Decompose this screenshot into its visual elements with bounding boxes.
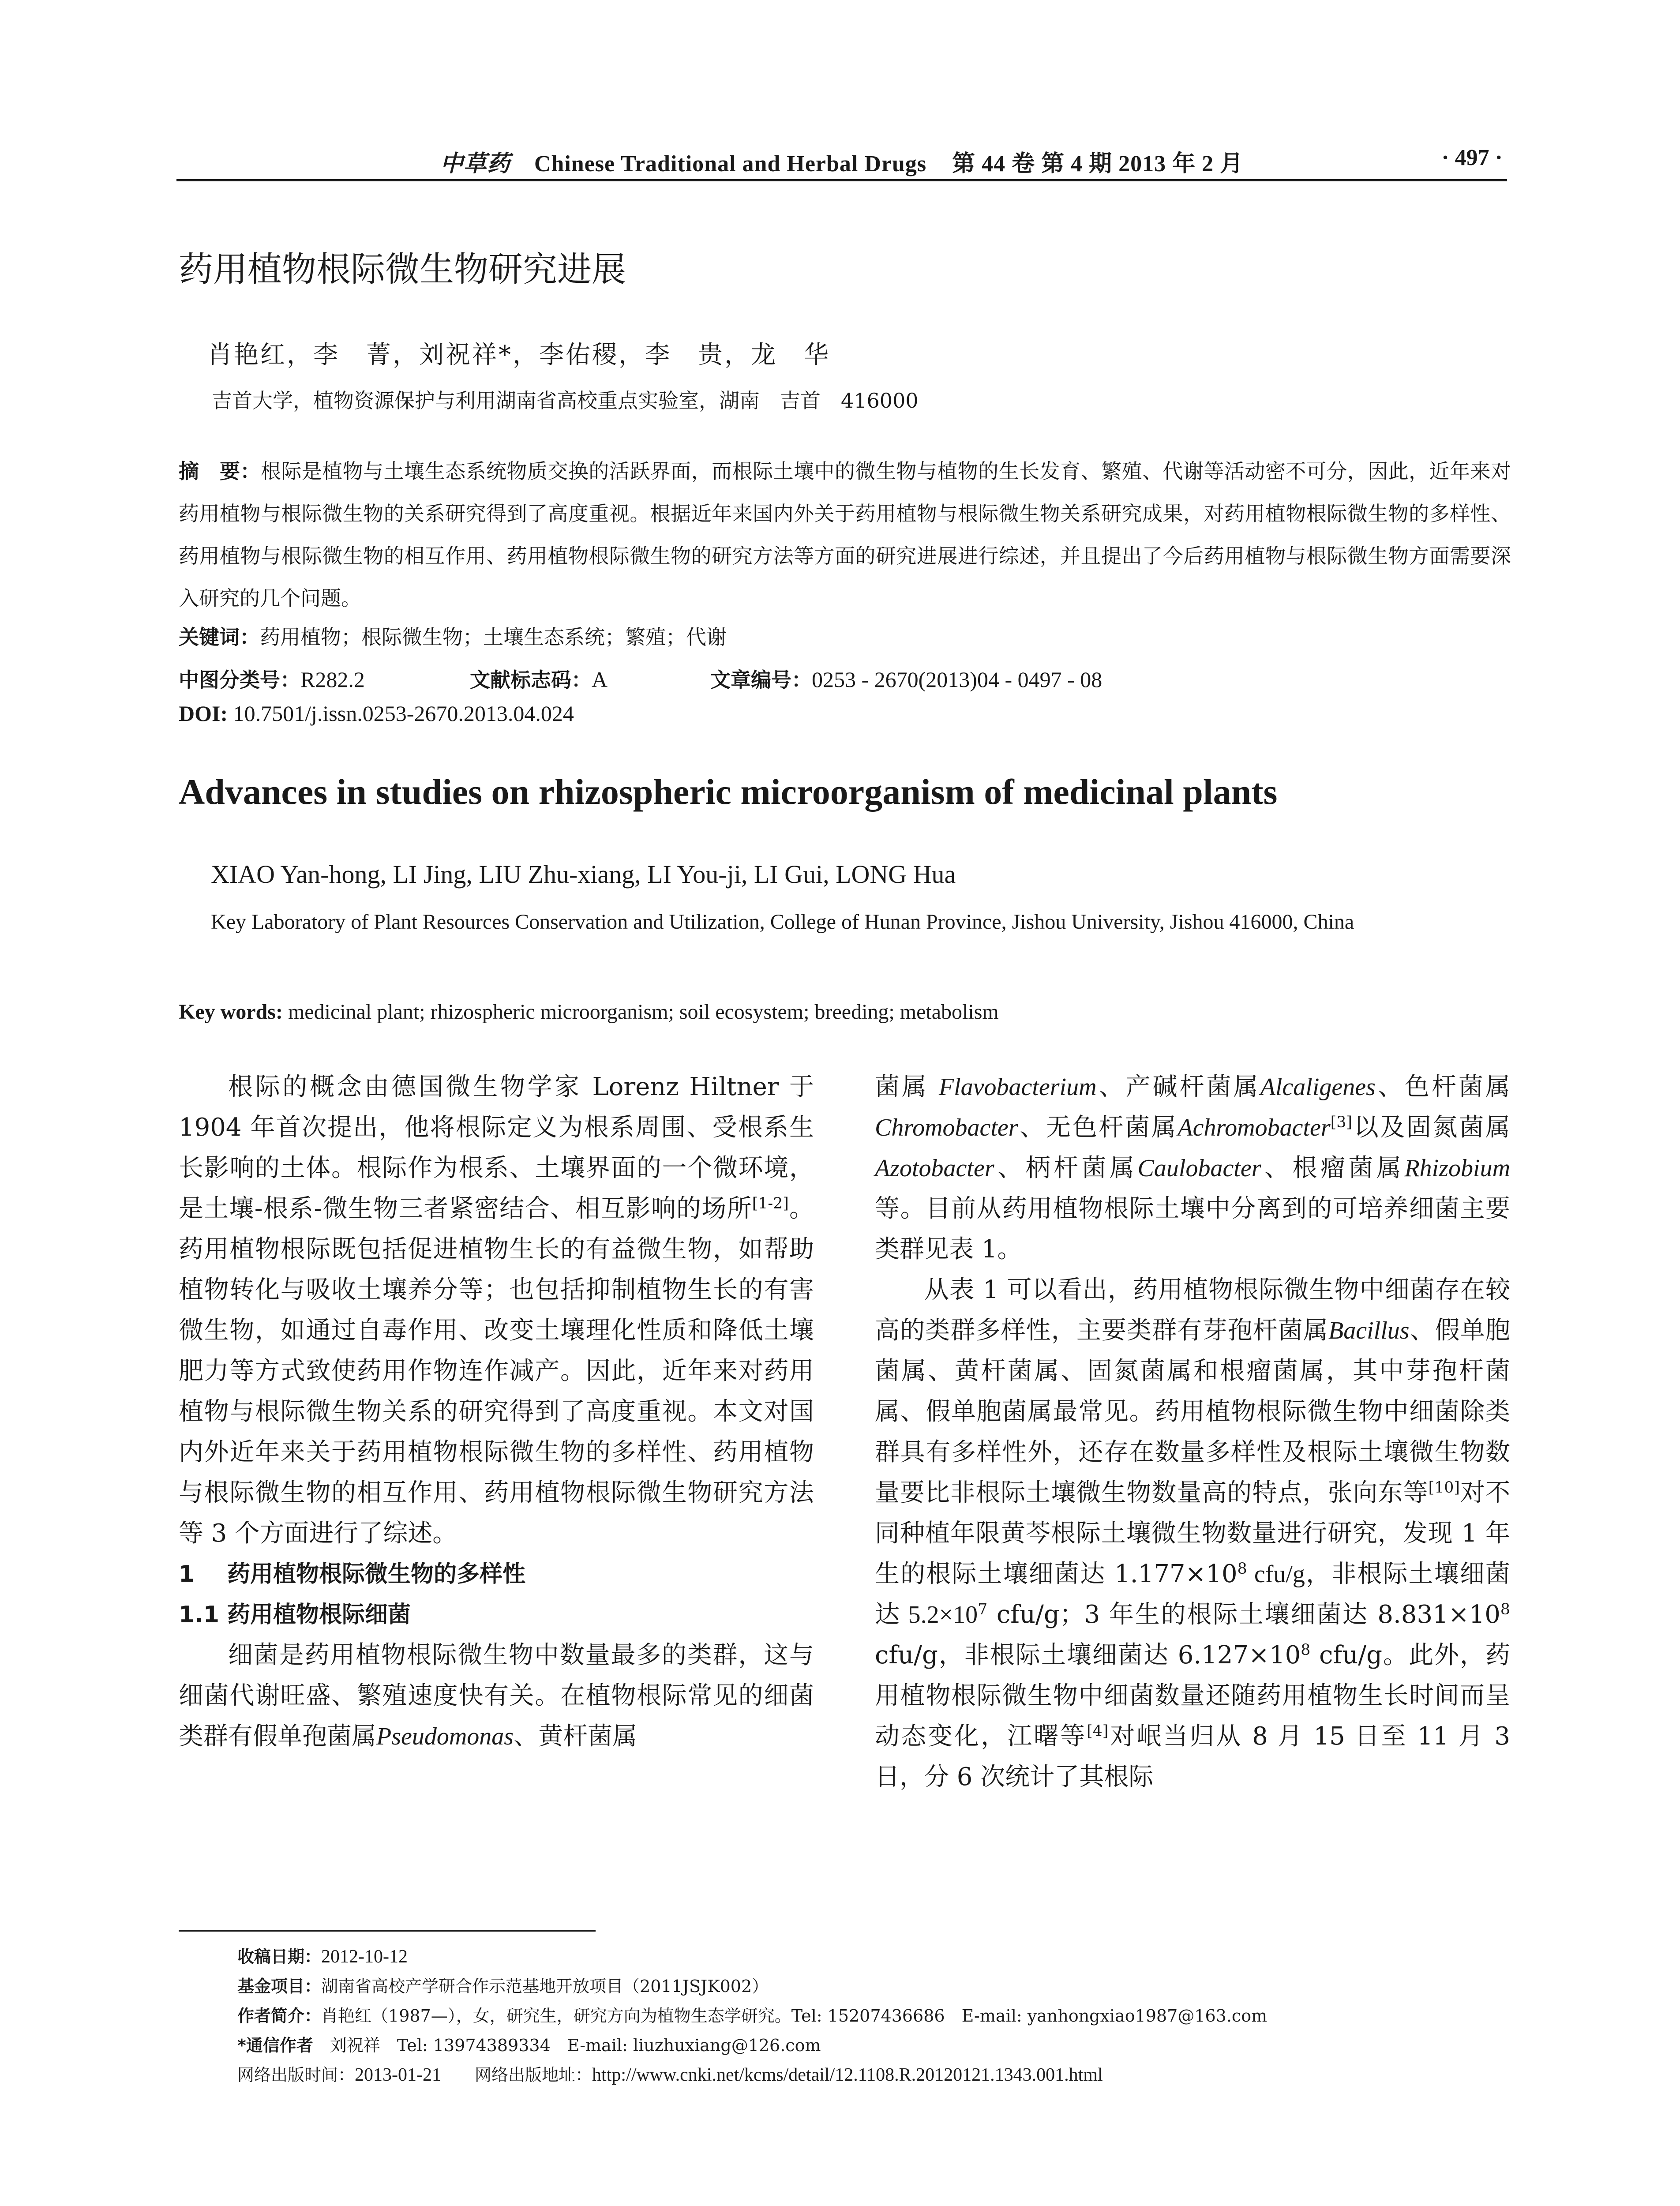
keywords-cn — [179, 616, 727, 658]
citation-4: [4] — [1087, 1722, 1109, 1740]
doi — [179, 701, 574, 726]
keywords-en-text: medicinal plant; rhizospheric microorganism; soil ecosystem; breeding; metabolism — [288, 1000, 999, 1024]
footnote-online: 网络出版时间：2013-01-21 网络出版地址：http://www.cnki.net/kcms/detail/12.1108.R.20120121.1343.001.html — [237, 2065, 1103, 2085]
doi-label: DOI: — [179, 701, 228, 726]
abstract-text: 根际是植物与土壤生态系统物质交换的活跃界面，而根际土壤中的微生物与植物的生长发育、繁殖、代谢等活动密不可分，因此，近年来对药用植物与根际微生物的关系研究得到了高度重视。根据近年来国内外关于药用植物与根际微生物关系研究成果，对药用植物根际微生物的多样性、药用植物与根际微生物的相互作用、药用植物根际微生物的研究方法等方面的研究进展进行综述，并且提出了今后药用植物与根际微生物方面需要深入研究的几个问题。 — [179, 459, 1511, 610]
citation-10: [10] — [1428, 1478, 1460, 1497]
affiliation-en: Key Laboratory of Plant Resources Conservation and Utilization, College of Hunan Province, Jishou University, Jishou 416000, China — [211, 910, 1354, 934]
classification-line — [179, 658, 1511, 701]
doi-value: 10.7501/j.issn.0253-2670.2013.04.024 — [233, 701, 574, 726]
keywords-en-label: Key words: — [179, 1000, 283, 1024]
footnote-rule — [179, 1930, 596, 1932]
section-1-heading: 1 药用植物根际微生物的多样性 — [179, 1561, 526, 1587]
abstract-cn — [179, 450, 1511, 619]
document-code: 文献标志码：A — [470, 667, 608, 692]
citation-1-2: [1-2] — [752, 1194, 789, 1212]
affiliation-cn: 吉首大学，植物资源保护与利用湖南省高校重点实验室，湖南 吉首 416000 — [212, 389, 919, 413]
footnote-received: 收稿日期：2012-10-12 — [237, 1947, 408, 1967]
clc-number: 中图分类号：R282.2 — [179, 667, 365, 692]
authors-cn: 肖艳红，李 菁，刘祝祥*，李佑稷，李 贵，龙 华 — [207, 341, 830, 369]
bacteria-paragraph-continued: 菌属 Flavobacterium、产碱杆菌属Alcaligenes、色杆菌属Chromobacter、无色杆菌属Achromobacter[3]以及固氮菌属Azotobacter、柄杆菌属Caulobacter、根瘤菌属Rhizobium 等。目前从药用植物根际土壤中分离到的可培养细菌主要类群见表 1。 — [875, 1073, 1511, 1264]
bacteria-paragraph: 细菌是药用植物根际微生物中数量最多的类群，这与细菌代谢旺盛、繁殖速度快有关。在植物根际常见的细菌类群有假单孢菌属Pseudomonas、黄杆菌属 — [179, 1641, 814, 1751]
authors-en: XIAO Yan-hong, LI Jing, LIU Zhu-xiang, LI You-ji, LI Gui, LONG Hua — [211, 860, 956, 889]
table-analysis-paragraph: 从表 1 可以看出，药用植物根际微生物中细菌存在较高的类群多样性，主要类群有芽孢杆菌属Bacillus、假单胞菌属、黄杆菌属、固氮菌属和根瘤菌属，其中芽孢杆菌属、假单胞菌属最常见。药用植物根际微生物中细菌除类群具有多样性外，还存在数量多样性及根际土壤微生物数量要比非根际土壤微生物数量高的特点，张向东等[10]对不同种植年限黄芩根际土壤微生物数量进行研究，发现 1 年生的根际土壤细菌达 $1.177\times 10^8$ cfu/g，非根际土壤细菌达 $5.2\times 10^7$ cfu/g；3 年生的根际土壤细菌达 $8.831\times 10^8$ cfu/g，非根际土壤细菌达 $6.127\times 10^8$ cfu/g。此外，药用植物根际微生物中细菌数量还随药用植物生长时间而呈动态变化，江曙等[4]对岷当归从 8 月 15 日至 11 月 3 日，分 6 次统计了其根际 — [875, 1276, 1511, 1791]
running-header — [176, 140, 1507, 183]
journal-name-cn: 中草药 — [440, 150, 510, 177]
footnote-fund: 基金项目：湖南省高校产学研合作示范基地开放项目（2011JSJK002） — [237, 1977, 769, 1996]
header-journal-info — [176, 145, 1507, 178]
section-1-1-heading: 1.1 药用植物根际细菌 — [179, 1602, 411, 1628]
keywords-en — [179, 1000, 999, 1024]
article-number: 文章编号：0253 - 2670(2013)04 - 0497 - 08 — [710, 667, 1102, 692]
article-title-cn: 药用植物根际微生物研究进展 — [179, 250, 626, 289]
page-number: · 497 · — [1441, 145, 1503, 170]
footnotes — [237, 1942, 1517, 2090]
header-rule — [176, 179, 1507, 181]
intro-paragraph: 根际的概念由德国微生物学家 Lorenz Hiltner 于 1904 年首次提出，他将根际定义为根系周围、受根系生长影响的土体。根际作为根系、土壤界面的一个微环境，是土壤-根系-微生物三者紧密结合、相互影响的场所[1-2]。药用植物根际既包括促进植物生长的有益微生物，如帮助植物转化与吸收土壤养分等；也包括抑制植物生长的有害微生物，如通过自毒作用、改变土壤理化性质和降低土壤肥力等方式致使药用作物连作减产。因此，近年来对药用植物与根际微生物关系的研究得到了高度重视。本文对国内外近年来关于药用植物根际微生物的多样性、药用植物与根际微生物的相互作用、药用植物根际微生物研究方法等 3 个方面进行了综述。 — [179, 1073, 814, 1548]
journal-name-en: Chinese Traditional and Herbal Drugs — [534, 151, 927, 176]
footnote-corresponding: *通信作者 刘祝祥 Tel: 13974389334 E-mail: liuzhuxiang@126.com — [237, 2036, 821, 2055]
issue-info: 第 44 卷 第 4 期 2013 年 2 月 — [952, 151, 1244, 176]
citation-3: [3] — [1330, 1113, 1352, 1131]
article-title-en: Advances in studies on rhizospheric microorganism of medicinal plants — [179, 772, 1278, 812]
keywords-cn-text: 药用植物；根际微生物；土壤生态系统；繁殖；代谢 — [260, 625, 727, 649]
body-column-right — [875, 1067, 1510, 1797]
footnote-author: 作者简介：肖艳红（1987—），女，研究生，研究方向为植物生态学研究。Tel: 15207436686 E-mail: yanhongxiao1987@163.com — [237, 2006, 1268, 2026]
abstract-label: 摘 要： — [179, 459, 261, 483]
keywords-cn-label: 关键词： — [179, 625, 260, 649]
body-column-left — [179, 1067, 814, 1757]
